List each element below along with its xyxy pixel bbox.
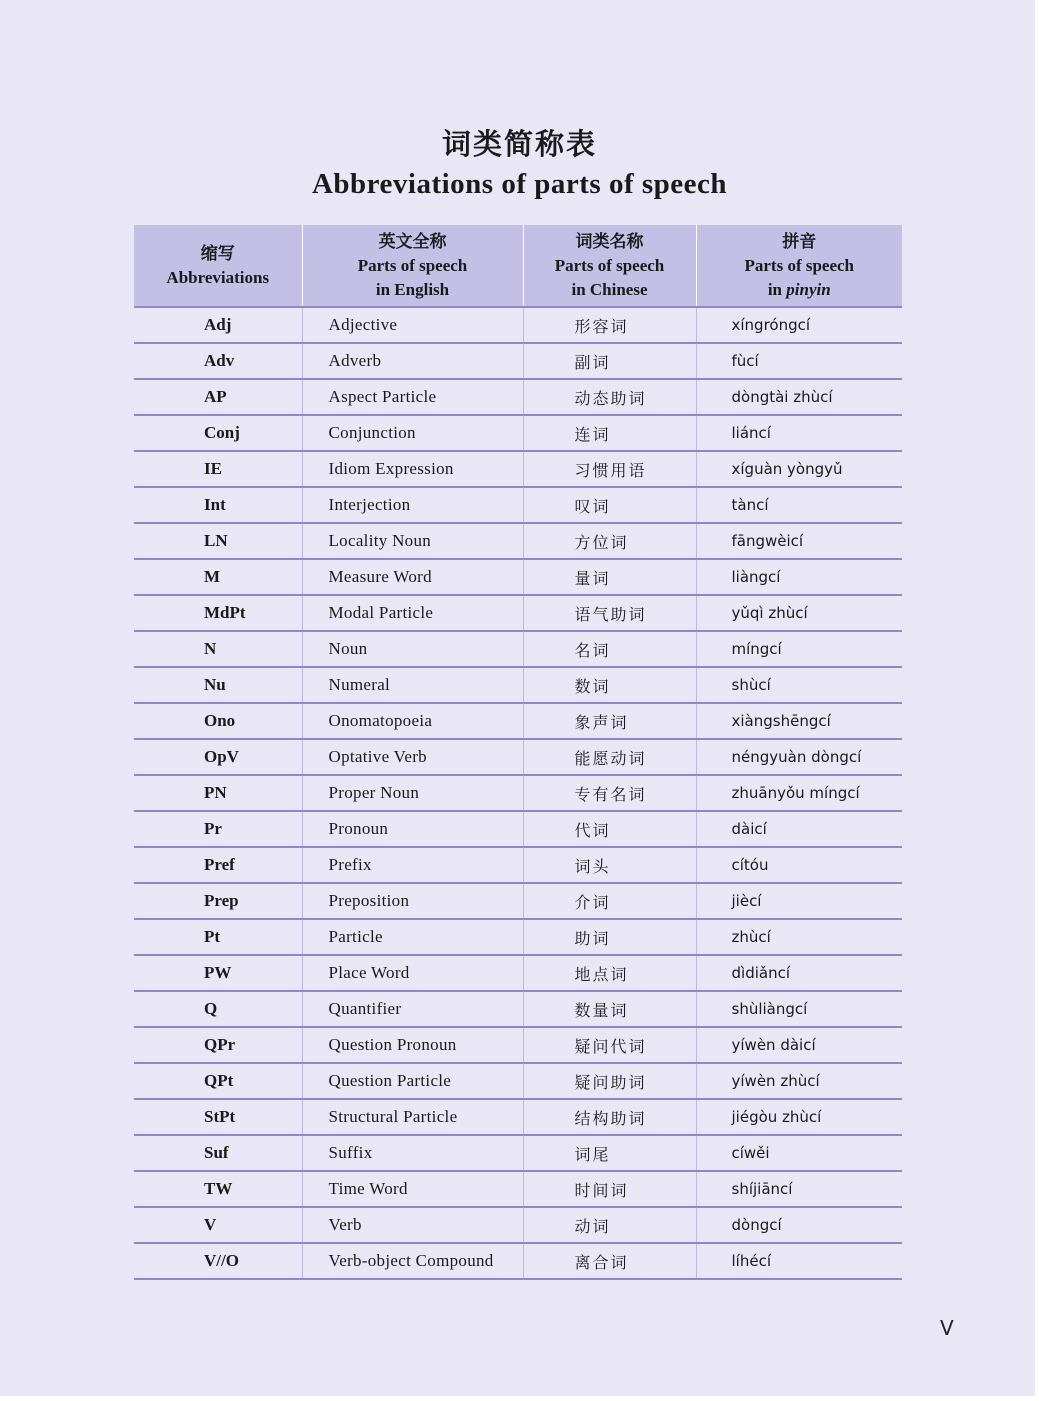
pinyin-cell: zhùcí xyxy=(696,919,902,955)
table-row xyxy=(134,487,902,523)
pinyin-cell: dòngcí xyxy=(696,1207,902,1243)
page-edge-right xyxy=(1035,0,1039,1401)
abbreviations-table xyxy=(134,225,902,1280)
abbreviation-cell: Int xyxy=(134,487,302,523)
chinese-name-cell: 离合词 xyxy=(523,1243,696,1279)
chinese-name-cell: 数量词 xyxy=(523,991,696,1027)
chinese-name-cell: 能愿动词 xyxy=(523,739,696,775)
english-name-cell: Suffix xyxy=(302,1135,523,1171)
header-pinyin-line1: Parts of speech xyxy=(744,255,855,275)
chinese-name-cell: 语气助词 xyxy=(523,595,696,631)
english-name-cell: Conjunction xyxy=(302,415,523,451)
table-row xyxy=(134,1099,902,1135)
chinese-name-cell: 连词 xyxy=(523,415,696,451)
header-pinyin-line2: in xyxy=(767,279,787,299)
table-row xyxy=(134,919,902,955)
table-row xyxy=(134,451,902,487)
abbreviation-cell: PN xyxy=(134,775,302,811)
abbreviation-cell: StPt xyxy=(134,1099,302,1135)
pinyin-cell: shùcí xyxy=(696,667,902,703)
english-name-cell: Numeral xyxy=(302,667,523,703)
header-english-line1: Parts of speech xyxy=(357,255,468,275)
english-name-cell: Proper Noun xyxy=(302,775,523,811)
header-english xyxy=(302,225,523,307)
pinyin-cell: yíwèn zhùcí xyxy=(696,1063,902,1099)
pinyin-cell: néngyuàn dòngcí xyxy=(696,739,902,775)
english-name-cell: Adjective xyxy=(302,307,523,343)
abbreviation-cell: Pt xyxy=(134,919,302,955)
table-row xyxy=(134,1171,902,1207)
abbreviation-cell: Pref xyxy=(134,847,302,883)
table-row xyxy=(134,811,902,847)
table-row xyxy=(134,631,902,667)
chinese-name-cell: 名词 xyxy=(523,631,696,667)
abbreviation-cell: Adj xyxy=(134,307,302,343)
abbreviation-cell: N xyxy=(134,631,302,667)
pinyin-cell: xíngróngcí xyxy=(696,307,902,343)
page-title-chinese: 词类简称表 xyxy=(441,127,597,161)
abbreviation-cell: AP xyxy=(134,379,302,415)
pinyin-cell: xiàngshēngcí xyxy=(696,703,902,739)
pinyin-cell: shíjiāncí xyxy=(696,1171,902,1207)
table-row xyxy=(134,955,902,991)
table-row xyxy=(134,1135,902,1171)
header-chinese-line1: Parts of speech xyxy=(554,255,665,275)
english-name-cell: Locality Noun xyxy=(302,523,523,559)
english-name-cell: Aspect Particle xyxy=(302,379,523,415)
english-name-cell: Structural Particle xyxy=(302,1099,523,1135)
chinese-name-cell: 词头 xyxy=(523,847,696,883)
chinese-name-cell: 象声词 xyxy=(523,703,696,739)
english-name-cell: Preposition xyxy=(302,883,523,919)
table-body xyxy=(134,307,902,1279)
abbreviation-cell: M xyxy=(134,559,302,595)
english-name-cell: Question Particle xyxy=(302,1063,523,1099)
pinyin-cell: zhuānyǒu míngcí xyxy=(696,775,902,811)
table-row xyxy=(134,847,902,883)
chinese-name-cell: 动词 xyxy=(523,1207,696,1243)
pinyin-cell: dòngtài zhùcí xyxy=(696,379,902,415)
chinese-name-cell: 动态助词 xyxy=(523,379,696,415)
abbreviation-cell: PW xyxy=(134,955,302,991)
pinyin-cell: yíwèn dàicí xyxy=(696,1027,902,1063)
header-chinese xyxy=(523,225,696,307)
english-name-cell: Noun xyxy=(302,631,523,667)
chinese-name-cell: 数词 xyxy=(523,667,696,703)
abbreviation-cell: Prep xyxy=(134,883,302,919)
table-row xyxy=(134,523,902,559)
table-row xyxy=(134,1063,902,1099)
header-english-zh: 英文全称 xyxy=(378,231,447,252)
pinyin-cell: yǔqì zhùcí xyxy=(696,595,902,631)
pinyin-cell: tàncí xyxy=(696,487,902,523)
chinese-name-cell: 地点词 xyxy=(523,955,696,991)
header-abbreviations-en: Abbreviations xyxy=(166,267,270,287)
english-name-cell: Interjection xyxy=(302,487,523,523)
table-row xyxy=(134,667,902,703)
abbreviation-cell: TW xyxy=(134,1171,302,1207)
chinese-name-cell: 疑问代词 xyxy=(523,1027,696,1063)
table-row xyxy=(134,775,902,811)
chinese-name-cell: 词尾 xyxy=(523,1135,696,1171)
pinyin-cell: míngcí xyxy=(696,631,902,667)
table-row xyxy=(134,739,902,775)
abbreviation-cell: QPt xyxy=(134,1063,302,1099)
pinyin-cell: jiégòu zhùcí xyxy=(696,1099,902,1135)
pinyin-cell: fùcí xyxy=(696,343,902,379)
abbreviation-cell: Suf xyxy=(134,1135,302,1171)
english-name-cell: Onomatopoeia xyxy=(302,703,523,739)
pinyin-cell: cítóu xyxy=(696,847,902,883)
english-name-cell: Time Word xyxy=(302,1171,523,1207)
abbreviation-cell: Adv xyxy=(134,343,302,379)
abbreviation-cell: Conj xyxy=(134,415,302,451)
english-name-cell: Question Pronoun xyxy=(302,1027,523,1063)
chinese-name-cell: 助词 xyxy=(523,919,696,955)
page-title-english: Abbreviations of parts of speech xyxy=(311,168,728,200)
english-name-cell: Adverb xyxy=(302,343,523,379)
page-number: V xyxy=(940,1316,954,1340)
abbreviation-cell: QPr xyxy=(134,1027,302,1063)
abbreviation-cell: LN xyxy=(134,523,302,559)
pinyin-cell: dàicí xyxy=(696,811,902,847)
header-chinese-zh: 词类名称 xyxy=(575,231,644,252)
chinese-name-cell: 时间词 xyxy=(523,1171,696,1207)
pinyin-cell: fāngwèicí xyxy=(696,523,902,559)
pinyin-cell: jiècí xyxy=(696,883,902,919)
header-pinyin-italic: pinyin xyxy=(786,279,831,299)
pinyin-cell: shùliàngcí xyxy=(696,991,902,1027)
abbreviation-cell: V//O xyxy=(134,1243,302,1279)
pinyin-cell: xíguàn yòngyǔ xyxy=(696,451,902,487)
chinese-name-cell: 习惯用语 xyxy=(523,451,696,487)
pinyin-cell: liáncí xyxy=(696,415,902,451)
pinyin-cell: liàngcí xyxy=(696,559,902,595)
table-row xyxy=(134,1243,902,1279)
pinyin-cell: líhécí xyxy=(696,1243,902,1279)
chinese-name-cell: 代词 xyxy=(523,811,696,847)
header-chinese-line2: in Chinese xyxy=(571,279,648,299)
table-row xyxy=(134,883,902,919)
table-row xyxy=(134,595,902,631)
english-name-cell: Verb xyxy=(302,1207,523,1243)
table-row xyxy=(134,307,902,343)
header-abbreviations xyxy=(134,225,302,307)
english-name-cell: Optative Verb xyxy=(302,739,523,775)
table-header xyxy=(134,225,902,307)
english-name-cell: Verb-object Compound xyxy=(302,1243,523,1279)
english-name-cell: Place Word xyxy=(302,955,523,991)
header-pinyin xyxy=(696,225,902,307)
chinese-name-cell: 专有名词 xyxy=(523,775,696,811)
abbreviation-cell: IE xyxy=(134,451,302,487)
table-row xyxy=(134,1027,902,1063)
table-row xyxy=(134,703,902,739)
page-edge-bottom xyxy=(0,1396,1039,1401)
chinese-name-cell: 方位词 xyxy=(523,523,696,559)
english-name-cell: Modal Particle xyxy=(302,595,523,631)
chinese-name-cell: 量词 xyxy=(523,559,696,595)
header-pinyin-zh: 拼音 xyxy=(782,231,817,252)
table-row xyxy=(134,1207,902,1243)
abbreviation-cell: Q xyxy=(134,991,302,1027)
english-name-cell: Prefix xyxy=(302,847,523,883)
chinese-name-cell: 叹词 xyxy=(523,487,696,523)
chinese-name-cell: 介词 xyxy=(523,883,696,919)
english-name-cell: Measure Word xyxy=(302,559,523,595)
english-name-cell: Quantifier xyxy=(302,991,523,1027)
header-row xyxy=(134,225,902,307)
abbreviation-cell: OpV xyxy=(134,739,302,775)
chinese-name-cell: 形容词 xyxy=(523,307,696,343)
header-abbreviations-zh: 缩写 xyxy=(200,243,235,264)
abbreviation-cell: Ono xyxy=(134,703,302,739)
pinyin-cell: dìdiǎncí xyxy=(696,955,902,991)
abbreviation-cell: Pr xyxy=(134,811,302,847)
chinese-name-cell: 疑问助词 xyxy=(523,1063,696,1099)
abbreviation-cell: MdPt xyxy=(134,595,302,631)
abbreviation-cell: Nu xyxy=(134,667,302,703)
pinyin-cell: cíwěi xyxy=(696,1135,902,1171)
chinese-name-cell: 结构助词 xyxy=(523,1099,696,1135)
header-english-line2: in English xyxy=(375,279,450,299)
table-row xyxy=(134,991,902,1027)
abbreviation-cell: V xyxy=(134,1207,302,1243)
english-name-cell: Particle xyxy=(302,919,523,955)
table-row xyxy=(134,559,902,595)
english-name-cell: Pronoun xyxy=(302,811,523,847)
table-row xyxy=(134,415,902,451)
table-row xyxy=(134,379,902,415)
table-row xyxy=(134,343,902,379)
english-name-cell: Idiom Expression xyxy=(302,451,523,487)
chinese-name-cell: 副词 xyxy=(523,343,696,379)
